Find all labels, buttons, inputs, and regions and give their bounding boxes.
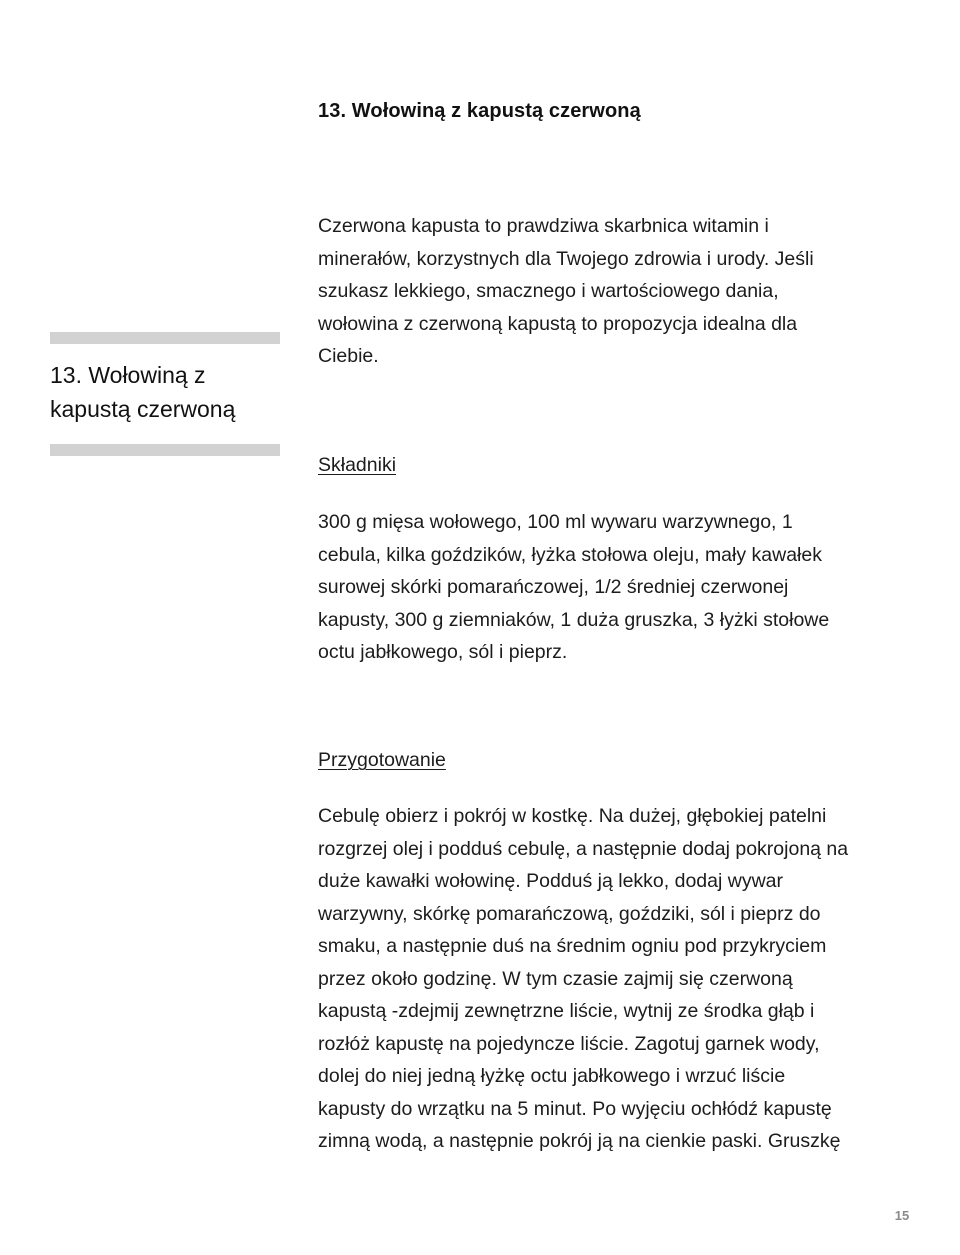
ingredients-line: 300 g mięsa wołowego, 100 ml wywaru warzywnego, 1 [318, 511, 793, 533]
sidebar-recipe-title [50, 358, 280, 426]
preparation-heading: Przygotowanie [318, 749, 446, 771]
page-title: 13. Wołowiną z kapustą czerwoną [318, 100, 641, 122]
preparation-line: rozłóż kapustę na pojedyncze liście. Zagotuj garnek wody, [318, 1032, 820, 1055]
ingredients-line: cebula, kilka goździków, łyżka stołowa oleju, mały kawałek [318, 543, 822, 566]
ingredients-paragraph [318, 506, 918, 669]
intro-line: minerałów, korzystnych dla Twojego zdrowia i urody. Jeśli [318, 247, 814, 270]
preparation-line: warzywny, skórkę pomarańczową, goździki, sól i pieprz do [318, 902, 821, 925]
preparation-line: rozgrzej olej i podduś cebulę, a następnie dodaj pokrojoną na [318, 837, 849, 860]
preparation-line: przez około godzinę. W tym czasie zajmij się czerwoną [318, 967, 793, 990]
preparation-line: kapustą -zdejmij zewnętrzne liście, wytnij ze środka głąb i [318, 1000, 815, 1022]
preparation-line: kapusty do wrzątku na 5 minut. Po wyjęciu ochłódź kapustę [318, 1097, 832, 1120]
ingredients-line: surowej skórki pomarańczowej, 1/2 średniej czerwonej [318, 576, 789, 598]
intro-line: szukasz lekkiego, smacznego i wartościowego dania, [318, 280, 779, 302]
sidebar-title-line: 13. Wołowiną z [50, 362, 206, 388]
sidebar-top-rule [50, 332, 280, 344]
preparation-line: duże kawałki wołowinę. Podduś ją lekko, dodaj wywar [318, 870, 783, 892]
intro-paragraph [318, 210, 918, 373]
sidebar-title-line: kapustą czerwoną [50, 396, 236, 422]
page-number: 15 [894, 1208, 910, 1223]
intro-line: Ciebie. [318, 345, 379, 367]
ingredients-line: octu jabłkowego, sól i pieprz. [318, 641, 568, 663]
intro-line: wołowina z czerwoną kapustą to propozycja idealna dla [318, 312, 798, 335]
preparation-line: dolej do niej jedną łyżkę octu jabłkowego i wrzuć liście [318, 1065, 786, 1087]
preparation-line: Cebulę obierz i pokrój w kostkę. Na dużej, głębokiej patelni [318, 805, 827, 827]
intro-line: Czerwona kapusta to prawdziwa skarbnica witamin i [318, 215, 769, 237]
ingredients-heading: Składniki [318, 454, 397, 476]
ingredients-line: kapusty, 300 g ziemniaków, 1 duża gruszka, 3 łyżki stołowe [318, 608, 830, 631]
preparation-line: zimną wodą, a następnie pokrój ją na cienkie paski. Gruszkę [318, 1130, 841, 1152]
preparation-line: smaku, a następnie duś na średnim ogniu pod przykryciem [318, 935, 827, 957]
preparation-paragraph [318, 800, 918, 1158]
sidebar-bottom-rule [50, 444, 280, 456]
